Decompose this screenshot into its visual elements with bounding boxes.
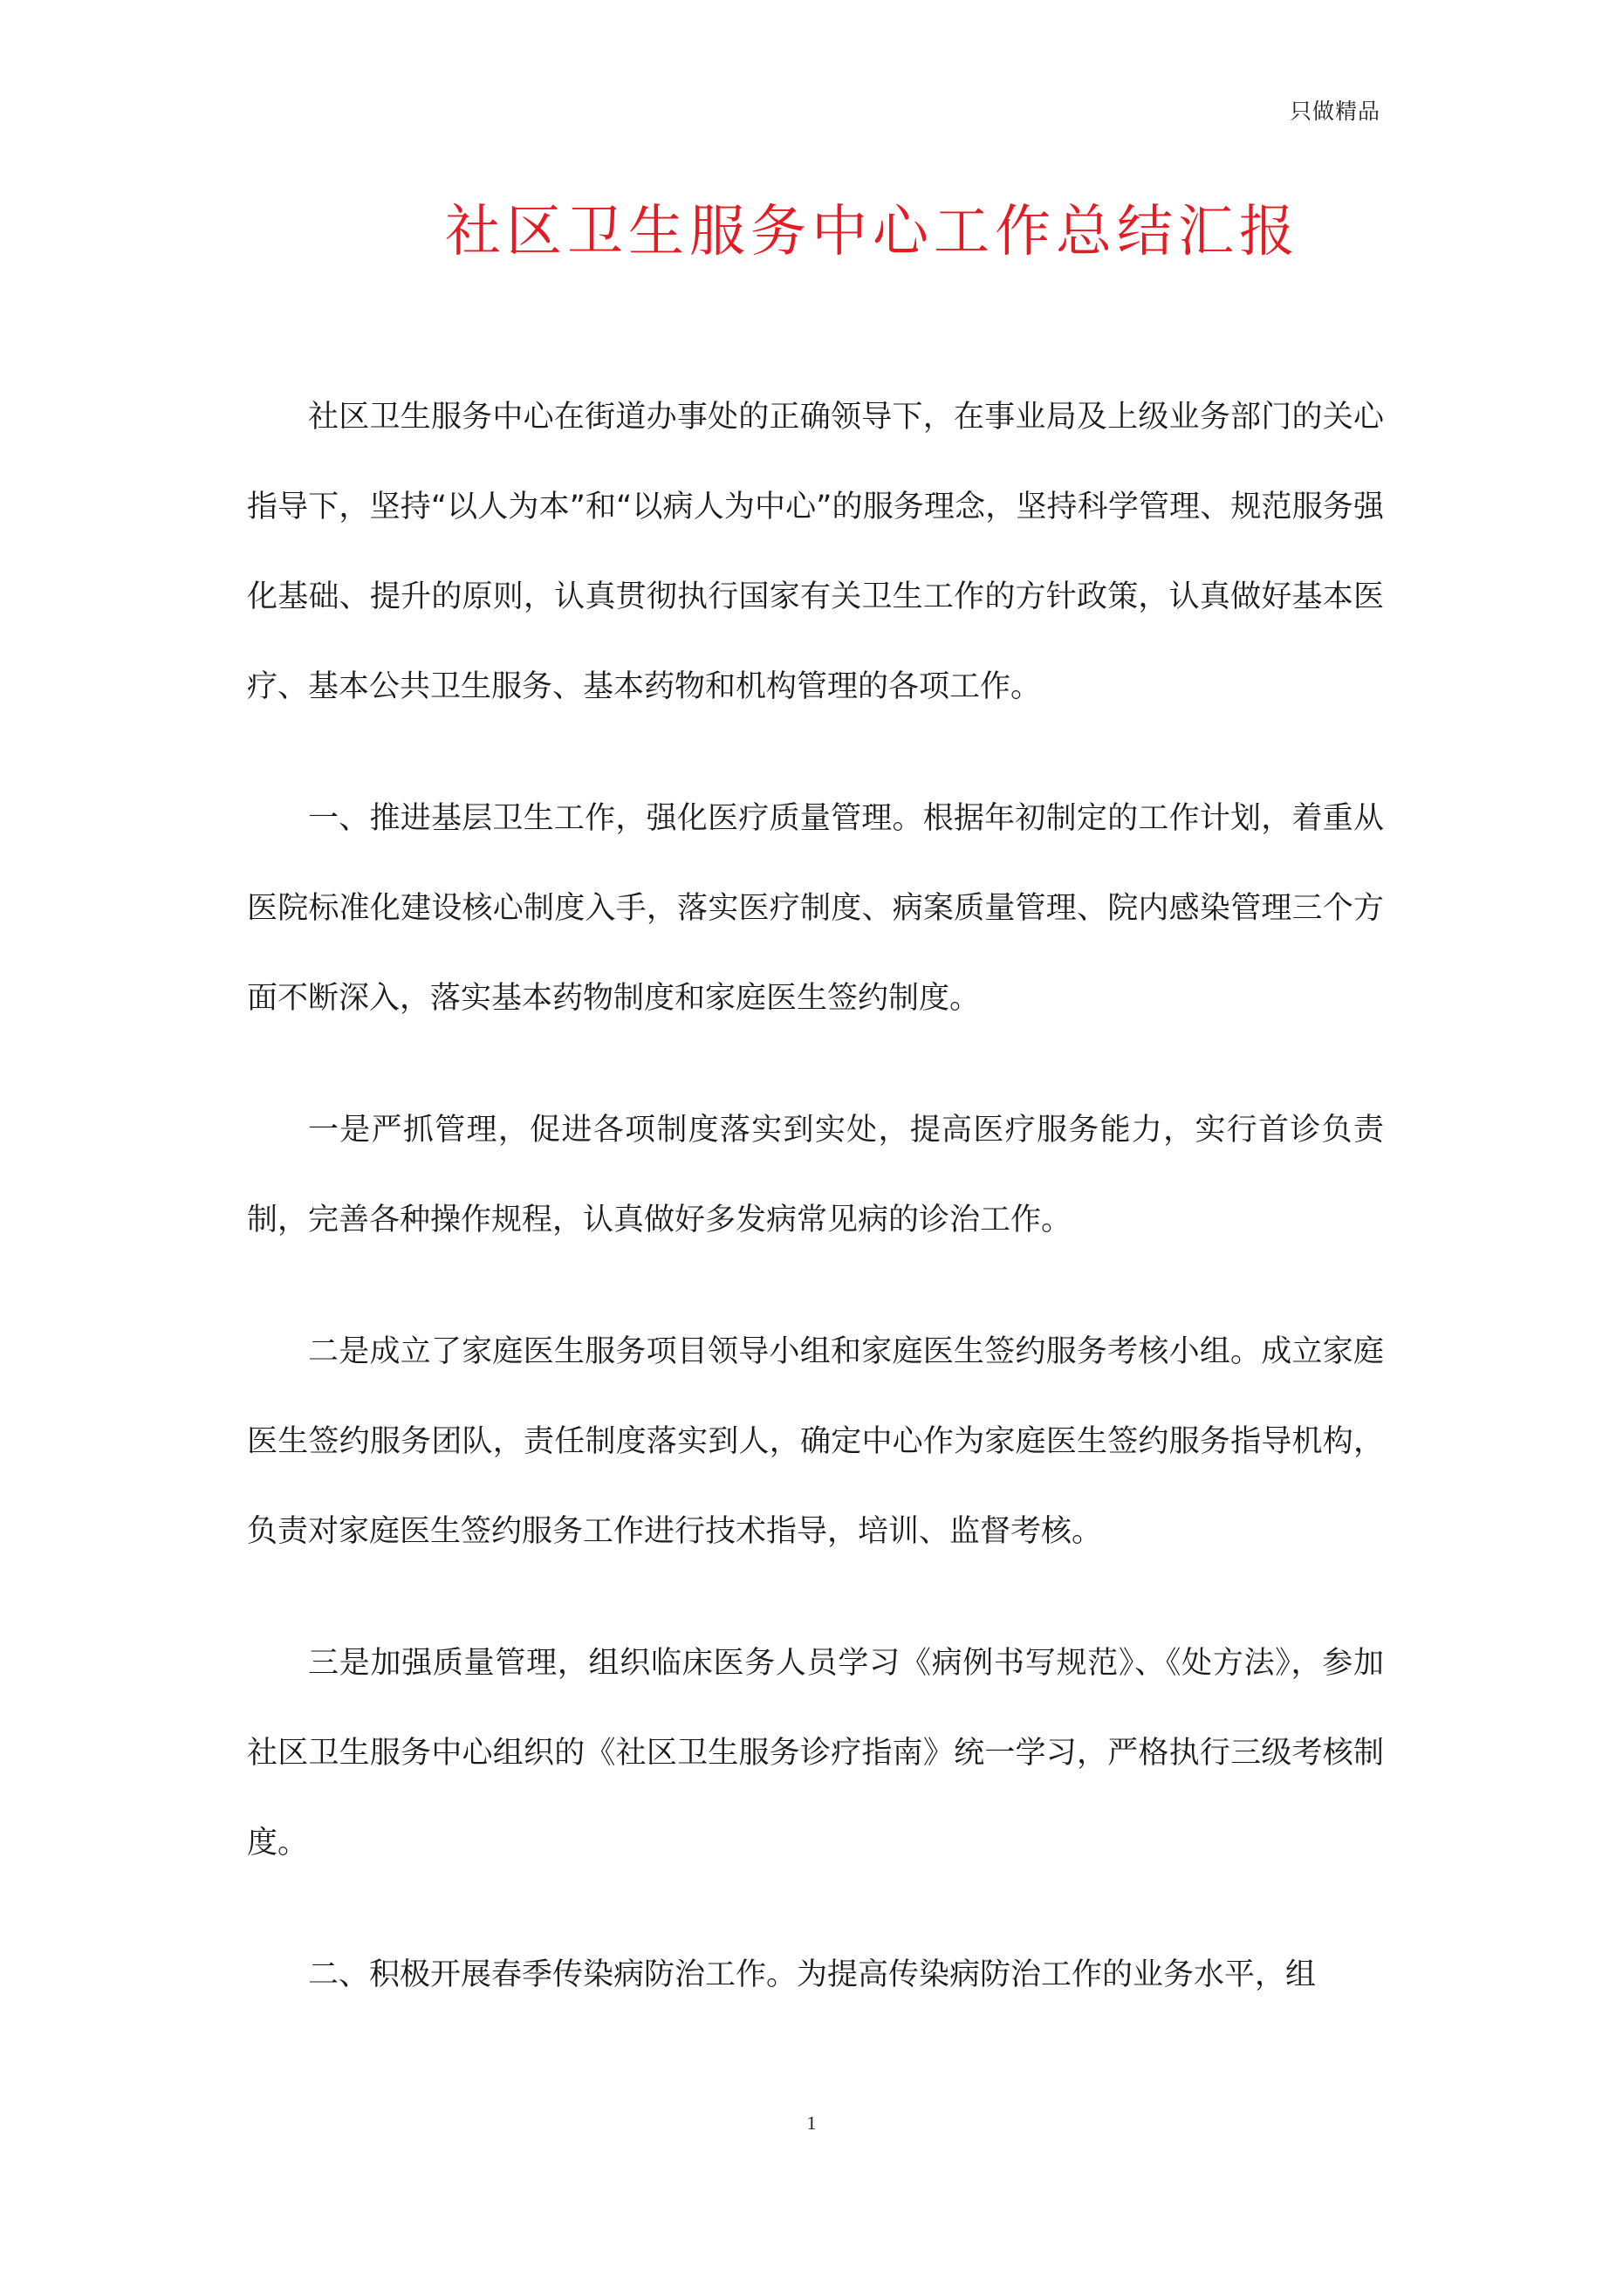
paragraph-intro: 社区卫生服务中心在街道办事处的正确领导下，在事业局及上级业务部门的关心指导下，坚持“以人为本”和“以病人为中心”的服务理念，坚持科学管理、规范服务强化基础、提升的原则，认真贯彻执行国家有关卫生工作的方针政策，认真做好基本医疗、基本公共卫生服务、基本药物和机构管理的各项工作。 bbox=[247, 400, 1384, 704]
document-body bbox=[247, 373, 1384, 2062]
paragraph-section-1: 一、推进基层卫生工作，强化医疗质量管理。根据年初制定的工作计划，着重从医院标准化建设核心制度入手，落实医疗制度、病案质量管理、院内感染管理三个方面不断深入，落实基本药物制度和家庭医生签约制度。 bbox=[247, 801, 1384, 1016]
page-number: 1 bbox=[806, 2112, 817, 2134]
paragraph-section-2: 二、积极开展春季传染病防治工作。为提高传染病防治工作的业务水平，组 bbox=[308, 1957, 1317, 1992]
paragraph-point-2: 二是成立了家庭医生服务项目领导小组和家庭医生签约服务考核小组。成立家庭医生签约服务团队，责任制度落实到人，确定中心作为家庭医生签约服务指导机构，负责对家庭医生签约服务工作进行技术指导，培训、监督考核。 bbox=[247, 1334, 1384, 1549]
paragraph-point-3: 三是加强质量管理，组织临床医务人员学习《病例书写规范》、《处方法》，参加社区卫生服务中心组织的《社区卫生服务诊疗指南》统一学习，严格执行三级考核制度。 bbox=[247, 1646, 1384, 1861]
paragraph-point-1: 一是严抓管理，促进各项制度落实到实处，提高医疗服务能力，实行首诊负责制，完善各种操作规程，认真做好多发病常见病的诊治工作。 bbox=[247, 1113, 1384, 1237]
document-title: 社区卫生服务中心工作总结汇报 bbox=[445, 200, 1300, 264]
header-note: 只做精品 bbox=[1289, 99, 1380, 124]
